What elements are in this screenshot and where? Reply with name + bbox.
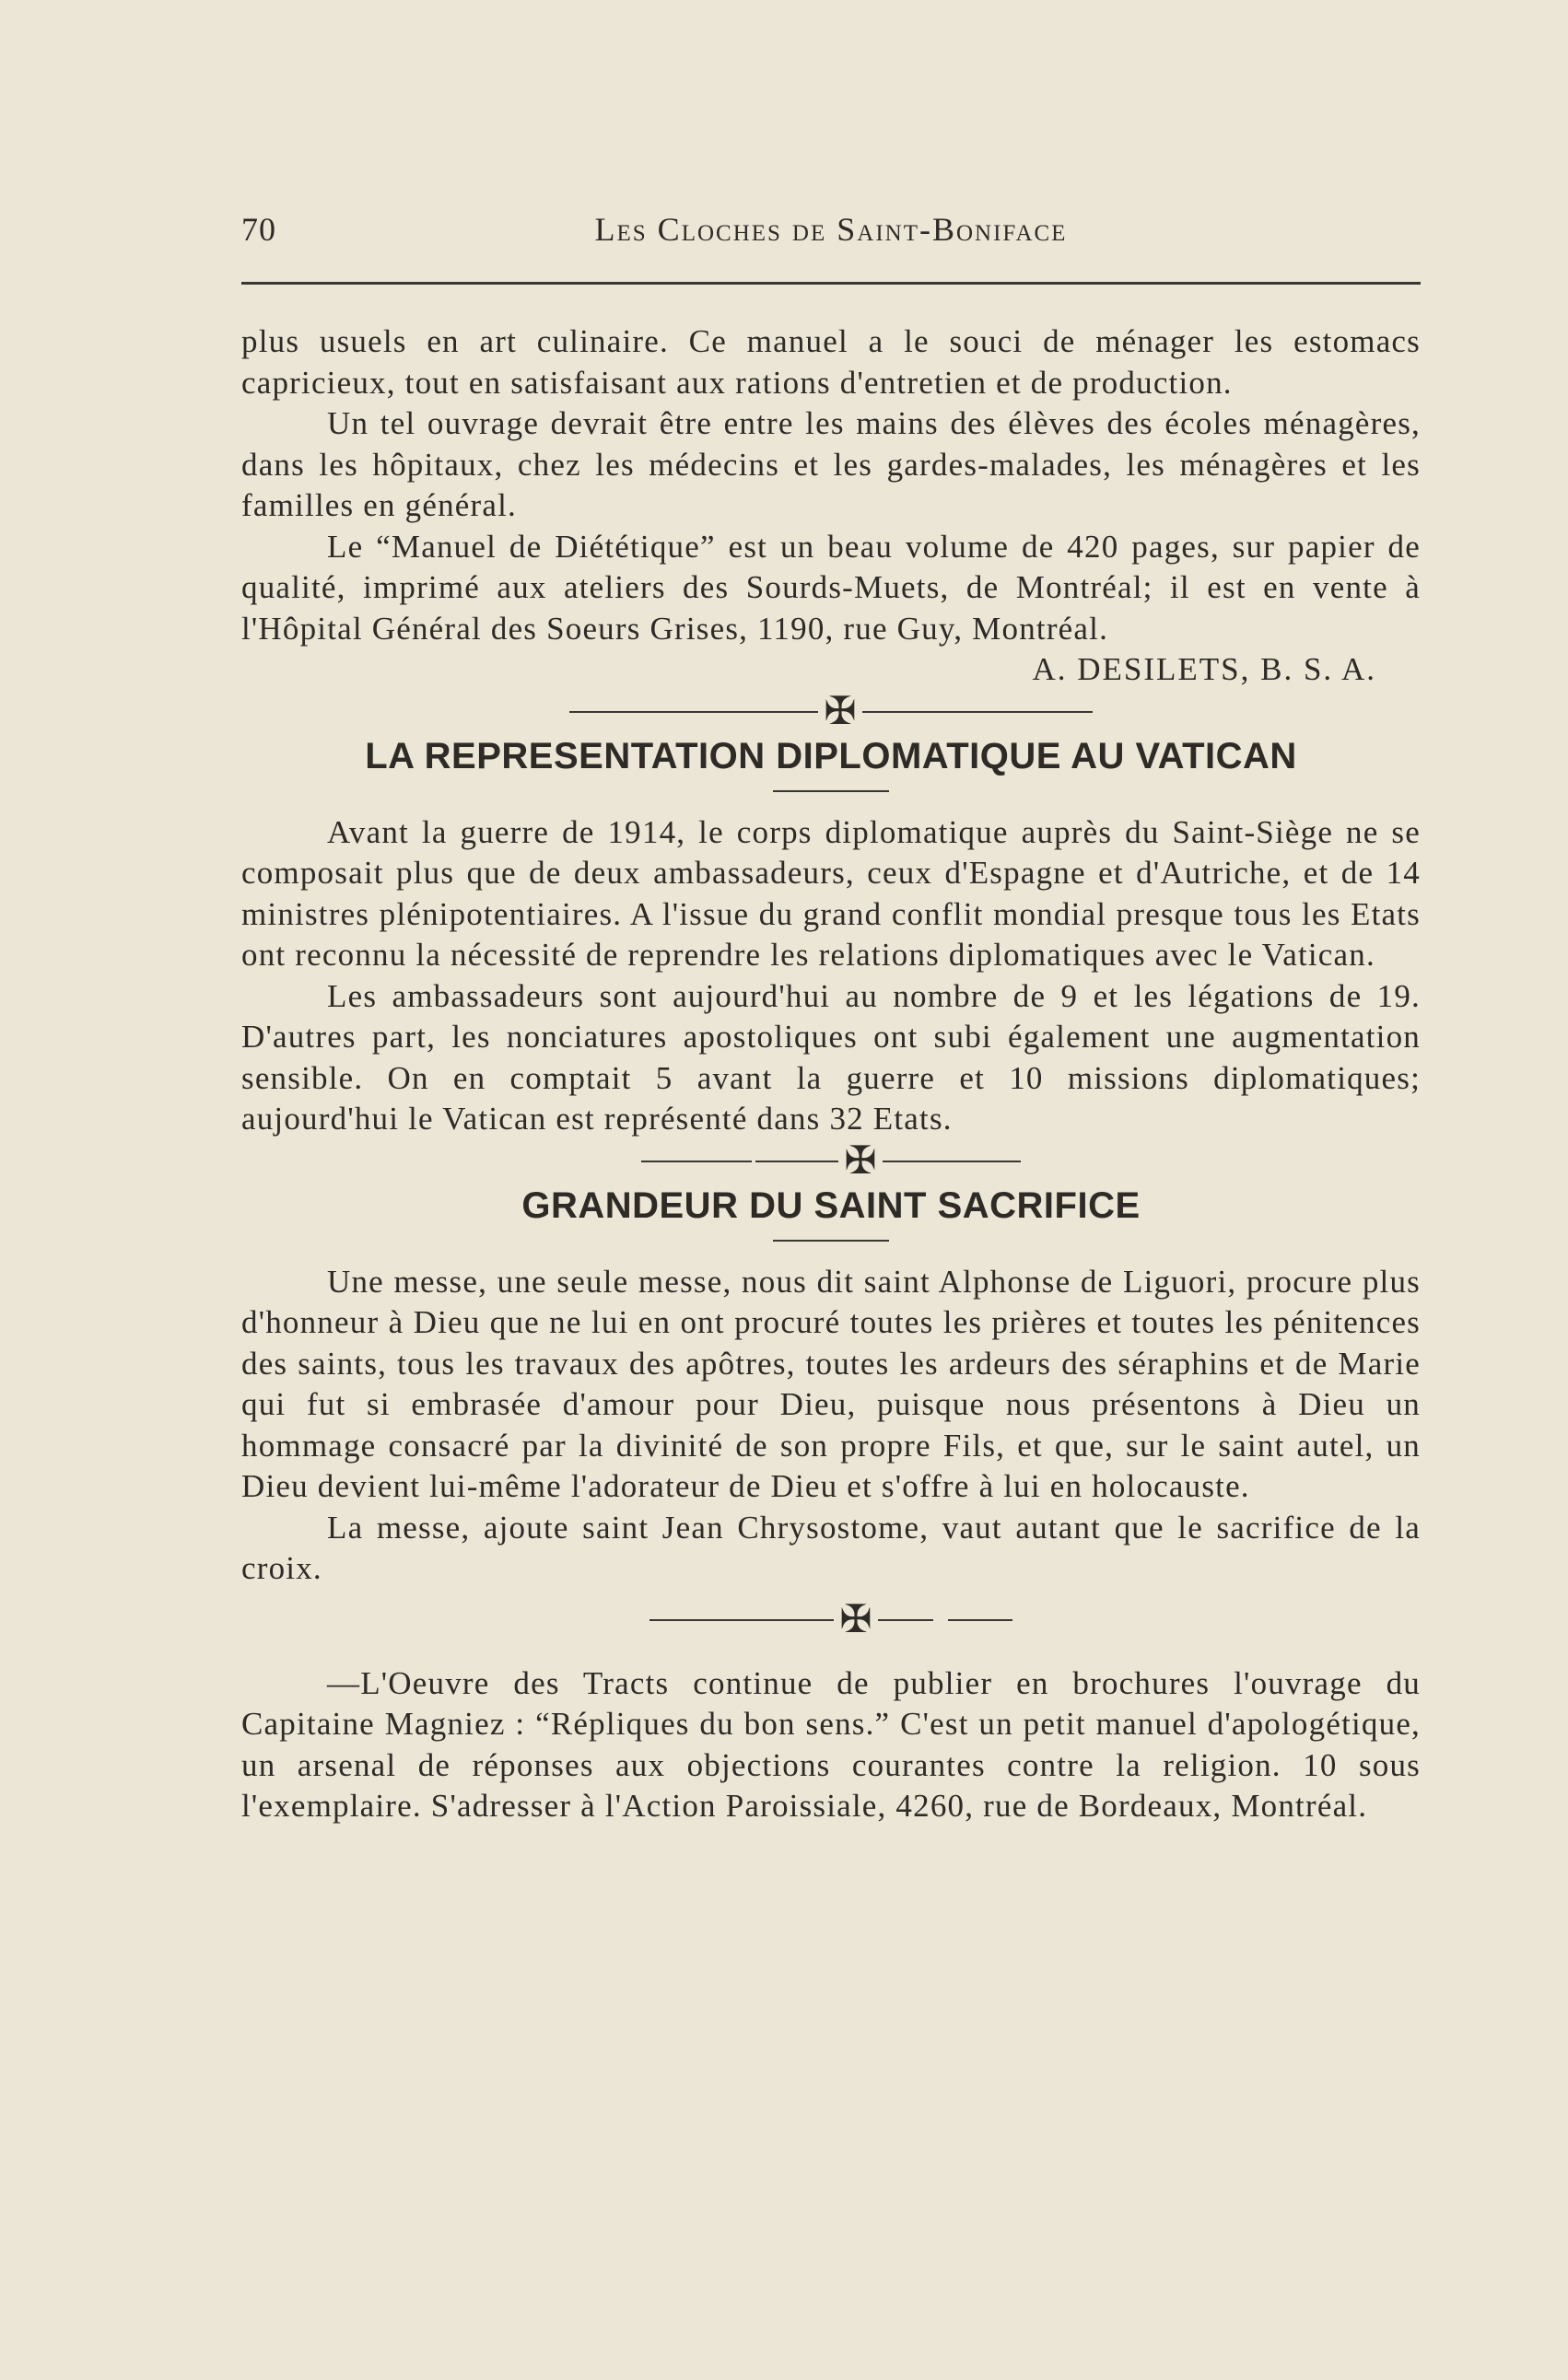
- title-rule: [773, 790, 889, 792]
- paragraph: —L'Oeuvre des Tracts continue de publier en brochures l'ouvrage du Capitaine Magniez : “Répliques du bon sens.” C'est un petit manuel d'apologétique, un arsenal de réponses aux objections courantes contre la religion. 10 sous l'exemplaire. S'adresser à l'Action Paroissiale, 4260, rue de Bordeaux, Montréal.: [241, 1664, 1421, 1824]
- article-manuel-dietetique: [241, 321, 1421, 691]
- cross-ornament-icon: ✠: [824, 690, 857, 733]
- paragraph: plus usuels en art culinaire. Ce manuel a le souci de ménager les estomacs capricieux, tout en satisfaisant aux rations d'entretien et de production.: [241, 323, 1421, 401]
- cross-ornament-icon: ✠: [839, 1598, 872, 1641]
- running-title: Les Cloches de Saint-Boniface: [594, 211, 1068, 248]
- paragraph: Le “Manuel de Diététique” est un beau volume de 420 pages, sur papier de qualité, imprimé aux ateliers des Sourds-Muets, de Montréal; il est en vente à l'Hôpital Général des Soeurs Grises, 1190, rue Guy, Montréal.: [241, 528, 1421, 647]
- article-grandeur-saint-sacrifice: [241, 1181, 1421, 1590]
- paragraph: Un tel ouvrage devrait être entre les mains des élèves des écoles ménagères, dans les hôpitaux, chez les médecins et les gardes-malades, les ménagères et les familles en général.: [241, 405, 1421, 523]
- divider-line: [755, 1161, 838, 1162]
- divider-line: [569, 711, 818, 713]
- section-divider: [241, 690, 1421, 733]
- article-representation-diplomatique: [241, 731, 1421, 1140]
- article-title: GRANDEUR DU SAINT SACRIFICE: [521, 1184, 1141, 1226]
- divider-line: [641, 1161, 752, 1162]
- paragraph: La messe, ajoute saint Jean Chrysostome, vaut autant que le sacrifice de la croix.: [241, 1509, 1421, 1586]
- divider-line: [649, 1619, 834, 1621]
- divider-line: [948, 1619, 1012, 1621]
- running-header: [241, 203, 1421, 258]
- divider-line: [862, 711, 1093, 713]
- section-divider: [241, 1598, 1421, 1641]
- paragraph: Une messe, une seule messe, nous dit saint Alphonse de Liguori, procure plus d'honneur à Dieu que ne lui en ont procuré toutes les prières et toutes les pénitences des saints, tous les travaux des apôtres, toutes les ardeurs des séraphins et de Marie qui fut si embrasée d'amour pour Dieu, puisque nous présentons à Dieu un hommage consacré par la divinité de son propre Fils, et que, sur le saint autel, un Dieu devient lui-même l'adorateur de Dieu et s'offre à lui en holocauste.: [241, 1263, 1421, 1504]
- section-divider: [241, 1139, 1421, 1183]
- page: [241, 203, 1421, 1827]
- notice-oeuvre-des-tracts: [241, 1663, 1421, 1827]
- divider-line: [878, 1619, 933, 1621]
- header-rule: [241, 282, 1421, 285]
- article-title: LA REPRESENTATION DIPLOMATIQUE AU VATICAN: [365, 735, 1297, 776]
- author-signature: A. DESILETS, B. S. A.: [1032, 651, 1376, 687]
- page-number: 70: [241, 211, 276, 248]
- divider-line: [883, 1161, 1021, 1162]
- cross-ornament-icon: ✠: [844, 1139, 877, 1183]
- paragraph: Avant la guerre de 1914, le corps diplomatique auprès du Saint-Siège ne se composait plus que de deux ambassadeurs, ceux d'Espagne et d'Autriche, et de 14 ministres plénipotentiaires. A l'issue du grand conflit mondial presque tous les Etats ont reconnu la nécessité de reprendre les relations diplomatiques avec le Vatican.: [241, 813, 1421, 973]
- paragraph: Les ambassadeurs sont aujourd'hui au nombre de 9 et les légations de 19. D'autres part, les nonciatures apostoliques ont subi également une augmentation sensible. On en comptait 5 avant la guerre et 10 missions diplomatiques; aujourd'hui le Vatican est représenté dans 32 Etats.: [241, 977, 1421, 1137]
- title-rule: [773, 1240, 889, 1242]
